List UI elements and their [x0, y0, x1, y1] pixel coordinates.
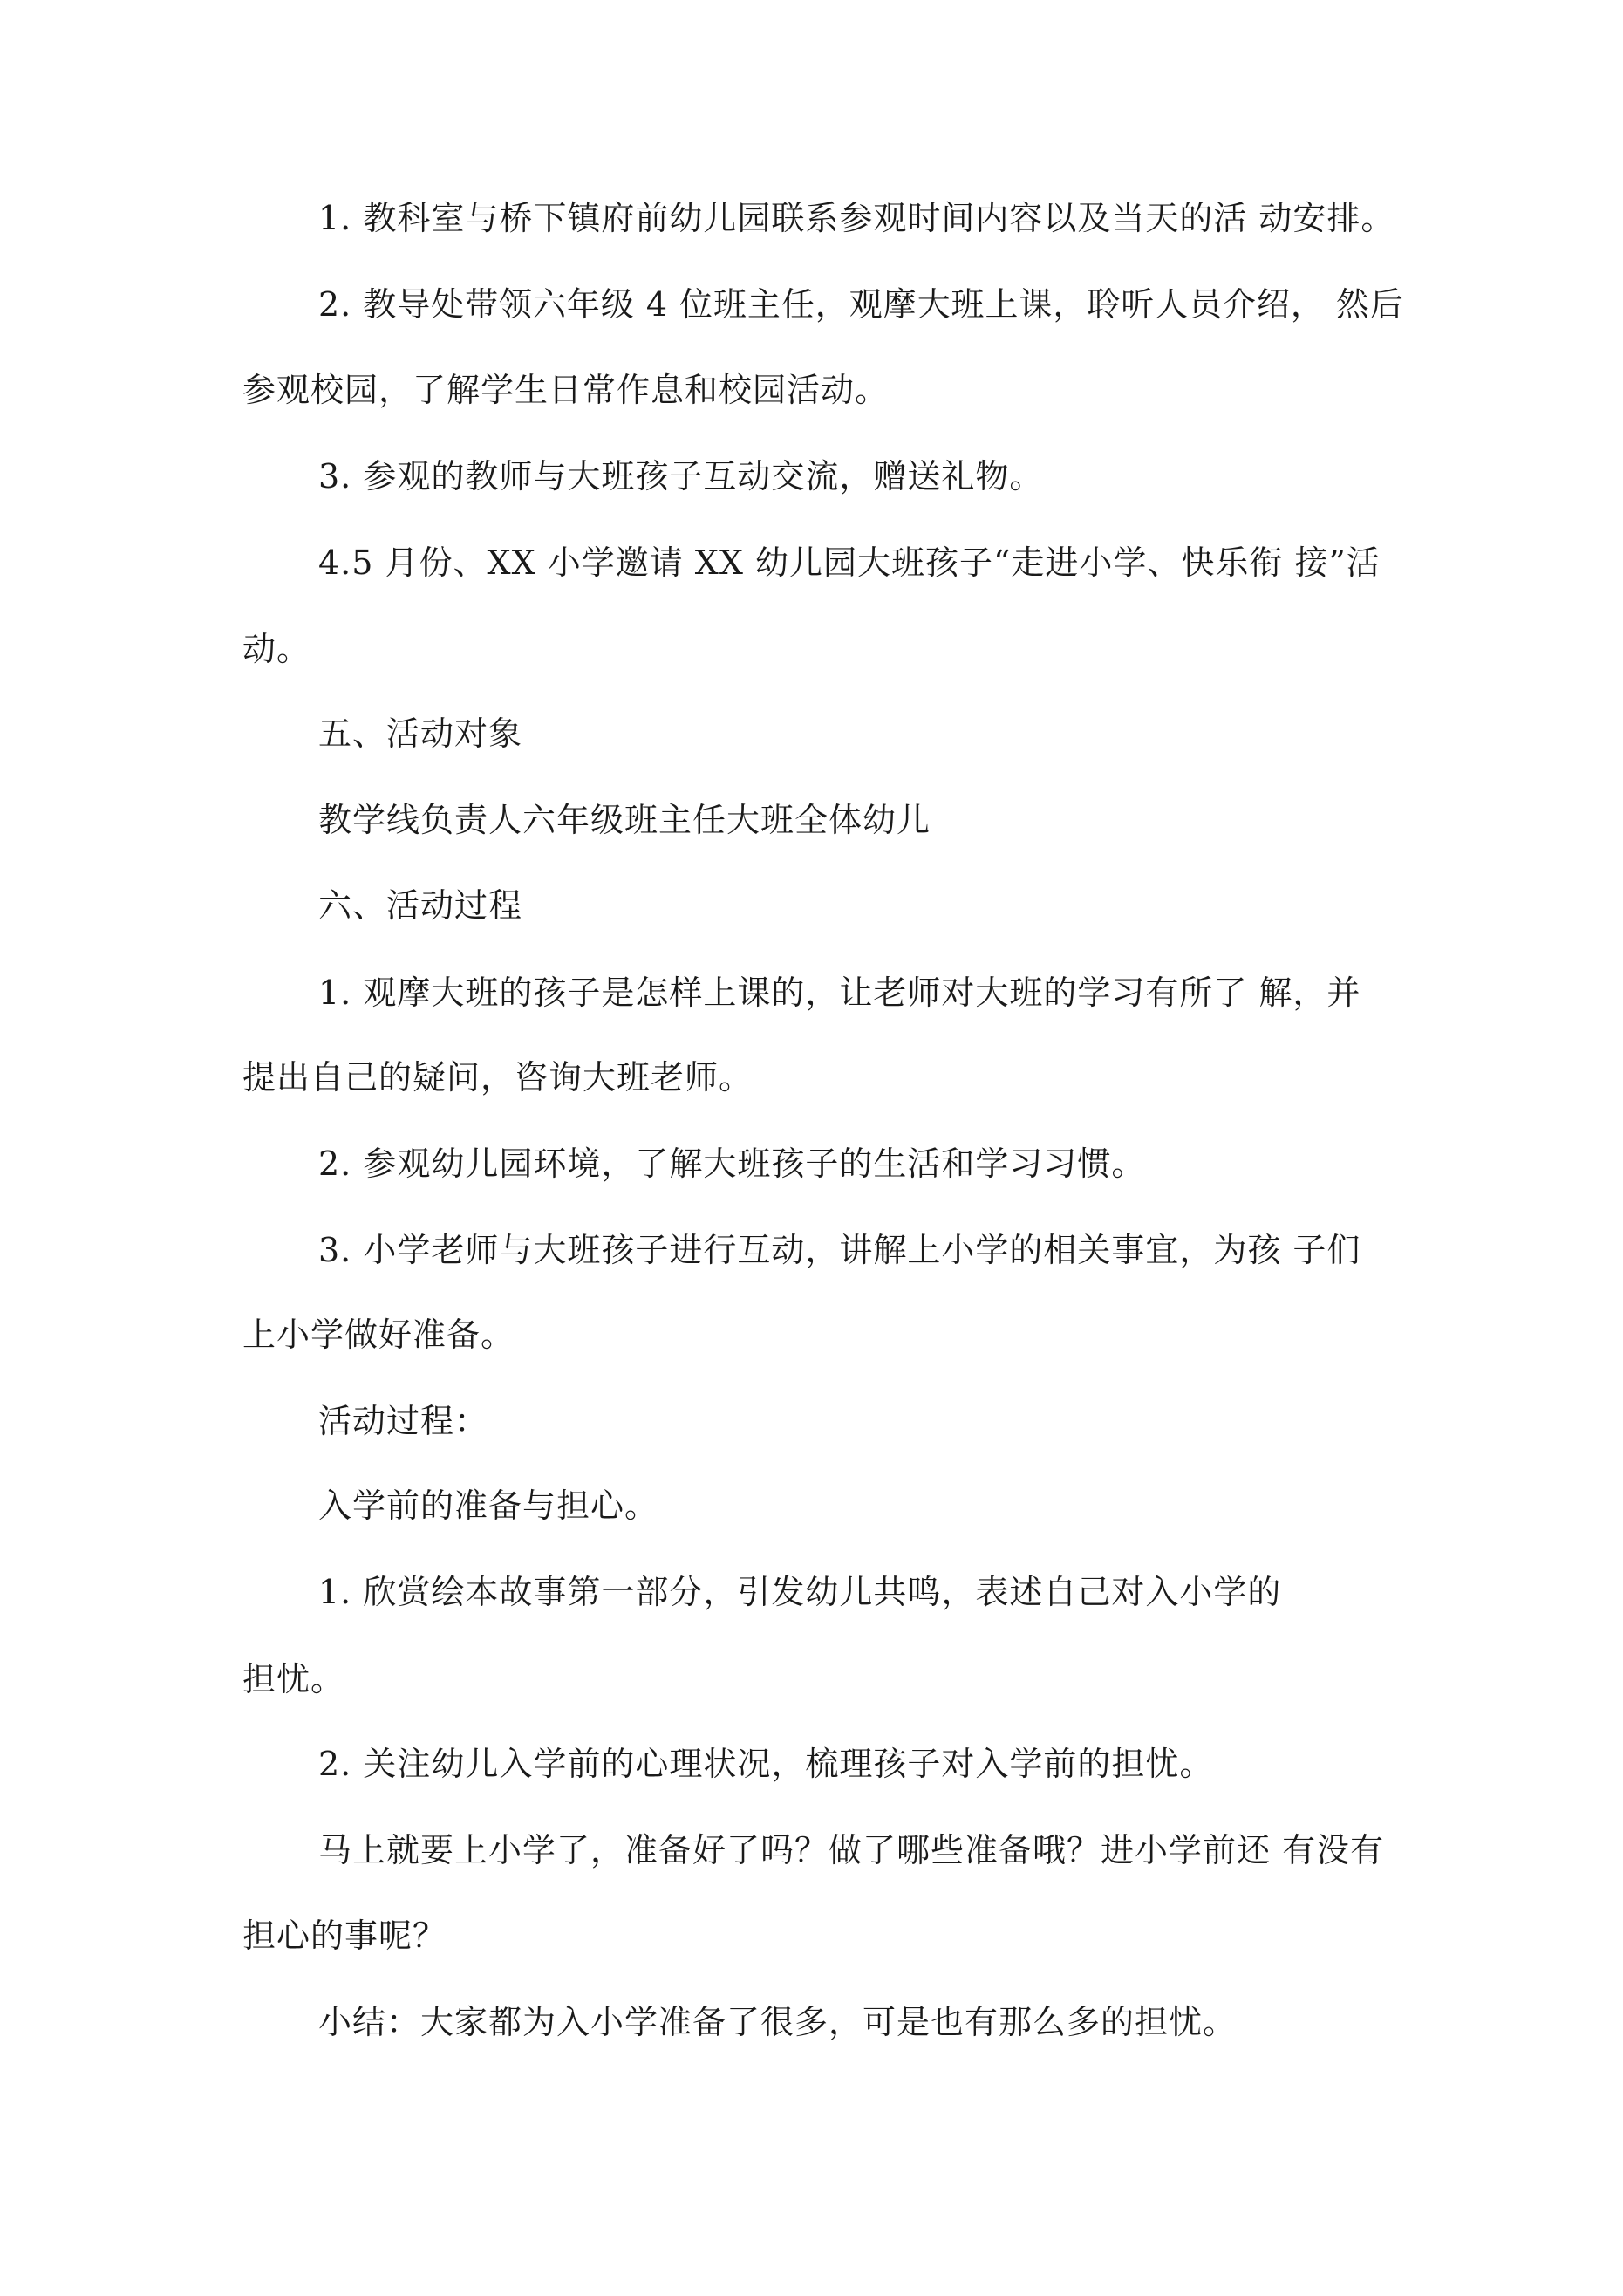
paragraph-line: 担心的事呢？: [242, 1917, 447, 1955]
section-heading: 五、活动对象: [318, 714, 523, 753]
paragraph-line: 2. 关注幼儿入学前的心理状况，梳理孩子对入学前的担忧。: [318, 1745, 1214, 1783]
paragraph-line: 活动过程：: [318, 1402, 489, 1440]
paragraph-line: 教学线负责人六年级班主任大班全体幼儿: [318, 801, 931, 839]
section-heading: 六、活动过程: [318, 886, 523, 925]
paragraph-line: 3. 参观的教师与大班孩子互动交流，赠送礼物。: [318, 457, 1044, 495]
paragraph-line: 1. 教科室与桥下镇府前幼儿园联系参观时间内容以及当天的活 动安排。: [318, 199, 1395, 237]
paragraph-line: 提出自己的疑问，咨询大班老师。: [242, 1058, 754, 1097]
paragraph-line: 1. 欣赏绘本故事第一部分，引发幼儿共鸣，表述自己对入小学的: [318, 1573, 1282, 1611]
paragraph-line: 4.5 月份、XX 小学邀请 XX 幼儿园大班孩子“走进小学、快乐衔 接”活: [318, 543, 1381, 582]
paragraph-line: 2. 教导处带领六年级 4 位班主任，观摩大班上课，聆听人员介绍， 然后: [318, 285, 1404, 324]
paragraph-line: 动。: [242, 630, 311, 668]
paragraph-line: 2. 参观幼儿园环境，了解大班孩子的生活和学习习惯。: [318, 1145, 1146, 1183]
paragraph-line: 担忧。: [242, 1660, 345, 1698]
paragraph-line: 小结：大家都为入小学准备了很多，可是也有那么多的担忧。: [318, 2003, 1238, 2041]
paragraph-line: 参观校园，了解学生日常作息和校园活动。: [242, 371, 890, 409]
paragraph-line: 上小学做好准备。: [242, 1315, 515, 1354]
paragraph-line: 马上就要上小学了，准备好了吗？做了哪些准备哦？进小学前还 有没有: [318, 1831, 1385, 1869]
paragraph-line: 入学前的准备与担心。: [318, 1486, 659, 1525]
paragraph-line: 1. 观摩大班的孩子是怎样上课的，让老师对大班的学习有所了 解，并: [318, 974, 1361, 1012]
paragraph-line: 3. 小学老师与大班孩子进行互动，讲解上小学的相关事宜，为孩 子们: [318, 1231, 1361, 1269]
